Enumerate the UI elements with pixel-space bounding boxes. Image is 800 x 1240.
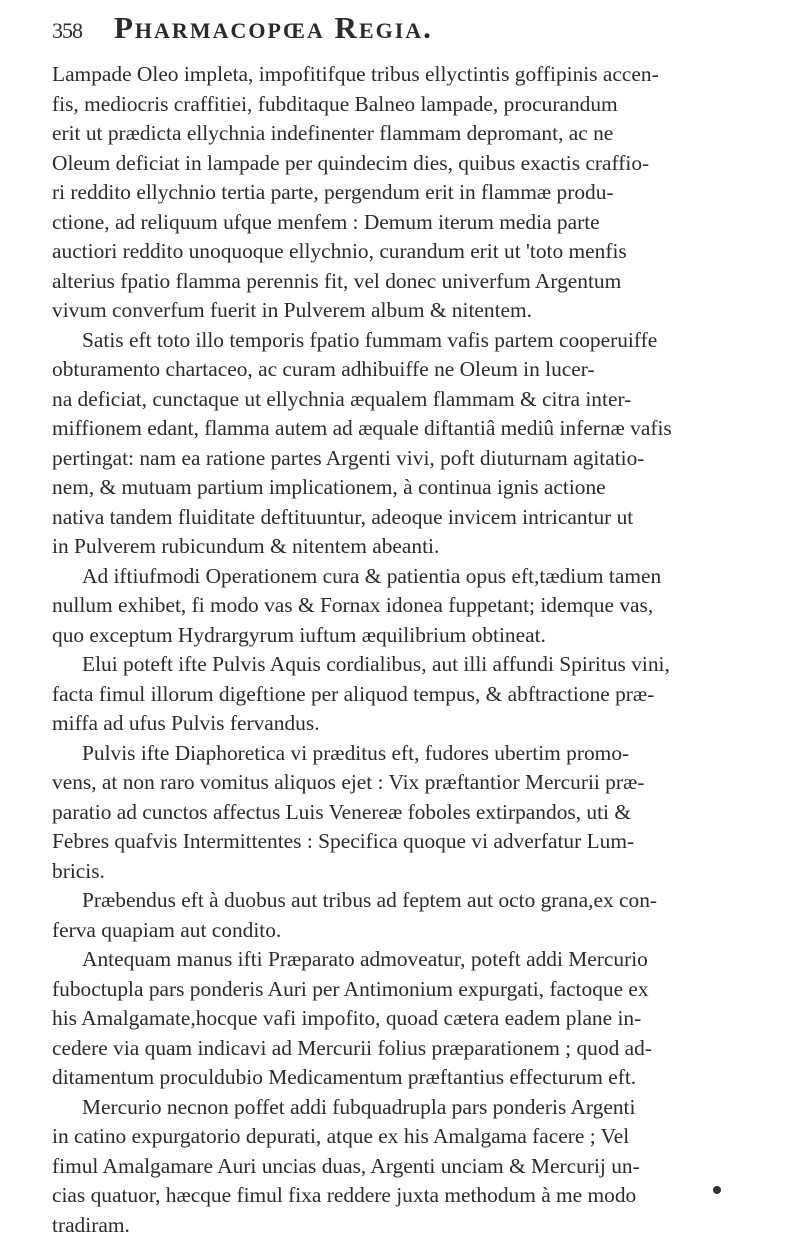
text-line: facta fimul illorum digeftione per aliquod tempus, & abftractione præ- — [52, 680, 794, 710]
text-line: vens, at non raro vomitus aliquos ejet : Vix præftantior Mercurii præ- — [52, 768, 794, 798]
text-line: ferva quapiam aut condito. — [52, 916, 794, 946]
page — [52, 10, 794, 1240]
text-line: alterius fpatio flamma perennis fit, vel donec univerfum Argentum — [52, 267, 794, 297]
text-line: Satis eft toto illo temporis fpatio fummam vafis partem cooperuiffe — [52, 326, 794, 356]
text-line: Oleum deficiat in lampade per quindecim dies, quibus exactis craffio- — [52, 149, 794, 179]
text-line: Pulvis ifte Diaphoretica vi præditus eft, fudores ubertim promo- — [52, 739, 794, 769]
text-line: obturamento chartaceo, ac curam adhibuiffe ne Oleum in lucer- — [52, 355, 794, 385]
text-line: miffa ad ufus Pulvis fervandus. — [52, 709, 794, 739]
text-line: nullum exhibet, fi modo vas & Fornax idonea fuppetant; idemque vas, — [52, 591, 794, 621]
page-header — [52, 10, 794, 60]
text-line: miffionem edant, flamma autem ad æquale diftantiâ mediû infernæ vafis — [52, 414, 794, 444]
text-line: Mercurio necnon poffet addi fubquadrupla pars ponderis Argenti — [52, 1093, 794, 1123]
text-line: Antequam manus ifti Præparato admoveatur, poteft addi Mercurio — [52, 945, 794, 975]
text-line: ctione, ad reliquum ufque menfem : Demum iterum media parte — [52, 208, 794, 238]
text-line: cias quatuor, hæcque fimul fixa reddere juxta methodum à me modo — [52, 1181, 794, 1211]
text-line: Ad iftiufmodi Operationem cura & patientia opus eft,tædium tamen — [52, 562, 794, 592]
body-text — [52, 60, 794, 1240]
text-line: his Amalgamate,hocque vafi impofito, quoad cætera eadem plane in- — [52, 1004, 794, 1034]
text-line: bricis. — [52, 857, 794, 887]
text-line: quo exceptum Hydrargyrum iuftum æquilibrium obtineat. — [52, 621, 794, 651]
text-line: tradiram. — [52, 1211, 794, 1240]
text-line: ri reddito ellychnio tertia parte, pergendum erit in flammæ produ- — [52, 178, 794, 208]
text-line: na deficiat, cunctaque ut ellychnia æqualem flammam & citra inter- — [52, 385, 794, 415]
text-line: Febres quafvis Intermittentes : Specifica quoque vi adverfatur Lum- — [52, 827, 794, 857]
running-title: Pharmacopœa Regia. — [114, 10, 433, 46]
text-line: ditamentum proculdubio Medicamentum præftantius effecturum eft. — [52, 1063, 794, 1093]
text-line: nativa tandem fluiditate deftituuntur, adeoque invicem intricantur ut — [52, 503, 794, 533]
text-line: fis, mediocris craffitiei, fubditaque Balneo lampade, procurandum — [52, 90, 794, 120]
text-line: vivum converfum fuerit in Pulverem album & nitentem. — [52, 296, 794, 326]
text-line: cedere via quam indicavi ad Mercurii folius præparationem ; quod ad- — [52, 1034, 794, 1064]
text-line: in catino expurgatorio depurati, atque ex his Amalgama facere ; Vel — [52, 1122, 794, 1152]
text-line: erit ut prædicta ellychnia indefinenter flammam depromant, ac ne — [52, 119, 794, 149]
text-line: nem, & mutuam partium implicationem, à continua ignis actione — [52, 473, 794, 503]
text-line: Præbendus eft à duobus aut tribus ad feptem aut octo grana,ex con- — [52, 886, 794, 916]
ink-dot — [713, 1186, 721, 1194]
text-line: fuboctupla pars ponderis Auri per Antimonium expurgati, factoque ex — [52, 975, 794, 1005]
text-line: in Pulverem rubicundum & nitentem abeanti. — [52, 532, 794, 562]
text-line: Elui poteft ifte Pulvis Aquis cordialibus, aut illi affundi Spiritus vini, — [52, 650, 794, 680]
text-line: Lampade Oleo impleta, impofitifque tribus ellyctintis goffipinis accen- — [52, 60, 794, 90]
text-line: pertingat: nam ea ratione partes Argenti vivi, poft diuturnam agitatio- — [52, 444, 794, 474]
page-number: 358 — [52, 18, 114, 44]
text-line: paratio ad cunctos affectus Luis Venereæ foboles extirpandos, uti & — [52, 798, 794, 828]
text-line: auctiori reddito unoquoque ellychnio, curandum erit ut 'toto menfis — [52, 237, 794, 267]
text-line: fimul Amalgamare Auri uncias duas, Argenti unciam & Mercurij un- — [52, 1152, 794, 1182]
